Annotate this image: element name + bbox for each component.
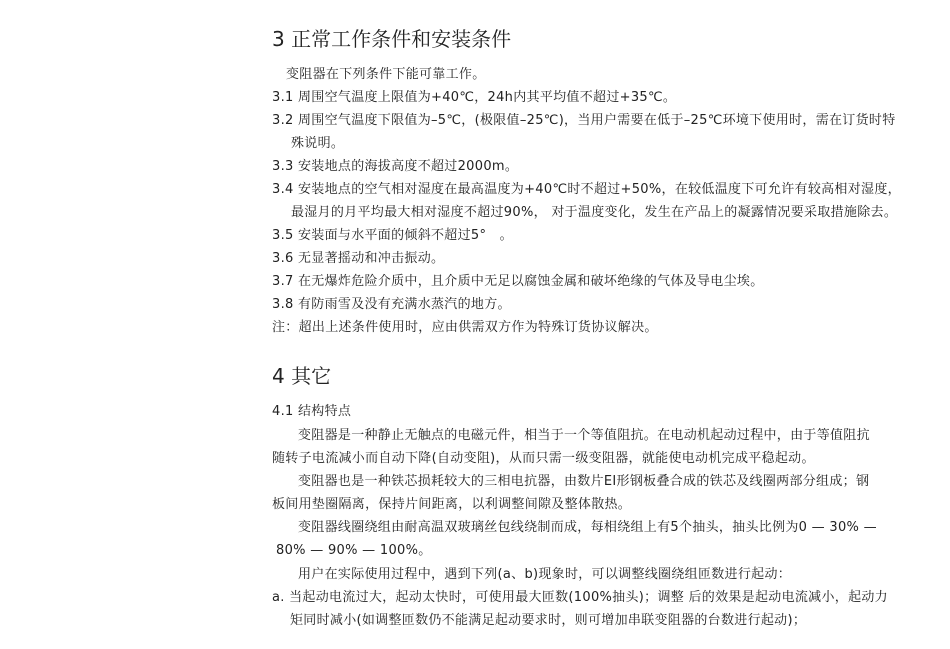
paragraph-line: a. 当起动电流过大，起动太快时，可使用最大匝数(100%抽头)；调整 后的效果是起动电流减小，起动力 [272,590,888,605]
section-4-heading: 4 其它 [272,364,332,388]
condition-3-2-cont: 殊说明。 [291,136,345,151]
section-4-1-subtitle: 4.1 结构特点 [272,404,352,419]
paragraph-line: 矩同时减小(如调整匝数仍不能满足起动要求时，则可增加串联变阻器的台数进行起动)； [290,613,807,628]
condition-3-7: 3.7 在无爆炸危险介质中，且介质中无足以腐蚀金属和破坏绝缘的气体及导电尘埃。 [272,274,764,289]
condition-3-3: 3.3 安装地点的海拔高度不超过2000m。 [272,159,519,174]
paragraph-line: 变阻器线圈绕组由耐高温双玻璃丝包线绕制而成，每相绕组上有5个抽头，抽头比例为0 — 30% — [298,520,877,535]
condition-3-4: 3.4 安装地点的空气相对湿度在最高温度为+40℃时不超过+50%，在较低温度下可允许有较高相对湿度， [272,182,901,197]
section-3-heading: 3 正常工作条件和安装条件 [272,27,512,51]
paragraph-line: 变阻器也是一种铁芯损耗较大的三相电抗器，由数片EI形钢板叠合成的铁芯及线圈两部分组成；钢 [298,474,870,489]
condition-3-8: 3.8 有防雨雪及没有充满水蒸汽的地方。 [272,297,511,312]
condition-3-1: 3.1 周围空气温度上限值为+40℃，24h内其平均值不超过+35℃。 [272,90,677,105]
paragraph-line: 板间用垫圈隔离，保持片间距离，以利调整间隙及整体散热。 [272,497,632,512]
paragraph-line: 80% — 90% — 100%。 [276,543,432,558]
section-3-intro: 变阻器在下列条件下能可靠工作。 [286,67,486,82]
condition-3-6: 3.6 无显著摇动和冲击振动。 [272,251,445,266]
paragraph-line: 随转子电流减小而自动下降(自动变阻)，从而只需一级变阻器，就能使电动机完成平稳起动。 [272,451,815,466]
section-3-note: 注：超出上述条件使用时，应由供需双方作为特殊订货协议解决。 [272,320,658,335]
paragraph-line: 变阻器是一种静止无触点的电磁元件，相当于一个等值阻抗。在电动机起动过程中，由于等值阻抗 [298,428,870,443]
condition-3-2: 3.2 周围空气温度下限值为–5℃，(极限值–25℃)，当用户需要在低于–25℃环境下使用时，需在订货时特 [272,113,896,128]
condition-3-5: 3.5 安装面与水平面的倾斜不超过5° 。 [272,228,513,243]
paragraph-line: 用户在实际使用过程中，遇到下列(a、b)现象时，可以调整线圈绕组匝数进行起动： [298,567,792,582]
condition-3-4-cont: 最湿月的月平均最大相对湿度不超过90%， 对于温度变化，发生在产品上的凝露情况要采取措施除去。 [291,205,898,220]
